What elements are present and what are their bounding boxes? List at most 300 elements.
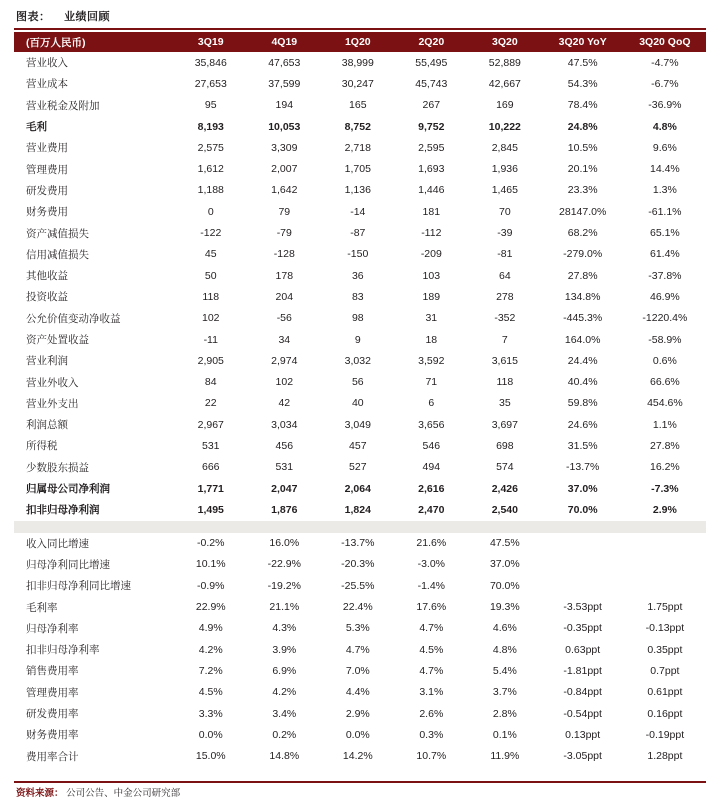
row-value: 28147.0% [559, 205, 607, 218]
row-value: 16.0% [269, 537, 300, 550]
row-value: 546 [422, 439, 441, 452]
row-value: 24.4% [567, 354, 598, 367]
row-value [624, 575, 706, 596]
row-value: 574 [496, 461, 514, 474]
row-value: 50 [204, 269, 217, 282]
row-value: -0.2% [197, 537, 225, 550]
row-label: 营业成本 [26, 78, 68, 91]
table-body [14, 52, 706, 767]
row-value: 118 [496, 376, 514, 389]
row-value: 8,193 [197, 120, 224, 133]
row-label: 投资收益 [26, 291, 68, 304]
row-value: -3.53ppt [563, 601, 602, 614]
row-value: 2,540 [491, 503, 518, 516]
row-value: 40 [351, 397, 364, 410]
row-value: -3.0% [417, 558, 446, 571]
row-value: 10.5% [567, 141, 598, 154]
row-value: -39 [497, 227, 513, 240]
row-value: 6.9% [272, 664, 297, 677]
row-label: 营业外支出 [26, 397, 79, 410]
row-value: 189 [422, 290, 441, 303]
row-value: 3.1% [419, 686, 444, 699]
row-value: 531 [275, 461, 294, 474]
row-value: 70 [498, 205, 511, 218]
row-value: 1.75ppt [647, 601, 683, 614]
row-value: 278 [496, 290, 514, 303]
row-value [542, 521, 624, 533]
table-row [14, 371, 706, 392]
table-row [14, 222, 706, 243]
row-value: 4.8% [492, 643, 517, 656]
table-row [14, 724, 706, 745]
row-label: 销售费用率 [26, 665, 79, 678]
row-value: -13.7% [341, 537, 375, 550]
row-value [248, 521, 322, 533]
table-row [14, 639, 706, 660]
row-value: 70.0% [489, 579, 520, 592]
row-value: 4.2% [198, 643, 223, 656]
row-value: 1,693 [418, 163, 445, 176]
row-value: -128 [273, 248, 295, 261]
row-value: 134.8% [564, 290, 601, 303]
row-value: 2,064 [344, 482, 371, 495]
row-value: -112 [421, 227, 442, 240]
row-value: 2,007 [271, 163, 298, 176]
bottom-divider [14, 781, 706, 783]
column-header-1q20: 1Q20 [344, 36, 371, 48]
top-divider [14, 28, 706, 30]
row-value: 3,049 [344, 418, 371, 431]
row-value: 118 [202, 290, 220, 303]
row-value: 4.4% [345, 686, 370, 699]
row-value: 0.6% [652, 354, 677, 367]
row-value: 3,656 [418, 418, 445, 431]
row-value: 3.4% [272, 707, 297, 720]
row-value: 5.3% [345, 622, 370, 635]
row-value: 0.3% [419, 728, 444, 741]
table-row [14, 286, 706, 307]
row-value: 4.5% [419, 643, 444, 656]
row-value: 24.8% [567, 120, 598, 133]
table-row [14, 660, 706, 681]
row-value: 178 [275, 269, 294, 282]
row-value: 65.1% [649, 227, 680, 240]
row-value: -58.9% [648, 333, 682, 346]
row-value: 0.0% [198, 728, 223, 741]
row-value: 37.0% [489, 558, 520, 571]
row-value: 47.5% [567, 56, 598, 69]
row-label: 营业外收入 [26, 376, 79, 389]
row-value: -0.84ppt [563, 686, 602, 699]
row-value: 1.1% [652, 418, 677, 431]
row-value: -150 [347, 248, 369, 261]
row-value: 3,592 [418, 354, 445, 367]
row-value: 1,188 [197, 184, 224, 197]
row-value: 1,495 [197, 503, 224, 516]
row-value: 0.7ppt [650, 664, 680, 677]
row-value: -1.81ppt [563, 664, 602, 677]
row-value: 1,771 [197, 482, 224, 495]
row-value: 4.6% [492, 622, 517, 635]
table-header [14, 32, 706, 52]
row-value: 2,426 [491, 482, 518, 495]
row-value: 47.5% [489, 537, 520, 550]
row-value: 10.1% [195, 558, 226, 571]
row-value: 3,034 [271, 418, 298, 431]
row-value: -37.8% [648, 269, 682, 282]
source-label: 资料来源： [16, 788, 64, 799]
table-row [14, 682, 706, 703]
row-value: 22.9% [195, 601, 226, 614]
row-value: 165 [349, 99, 367, 112]
table-row [14, 52, 706, 73]
table-row [14, 575, 706, 596]
row-label: 毛利 [26, 121, 47, 134]
row-value: -11 [203, 333, 218, 346]
row-value: 0.61ppt [647, 686, 683, 699]
row-value: 0.2% [272, 728, 297, 741]
row-label: 费用率合计 [26, 750, 79, 763]
row-value: 2.9% [652, 503, 677, 516]
row-value: 10,222 [488, 120, 521, 133]
row-value: -445.3% [563, 312, 603, 325]
row-label: 公允价值变动净收益 [26, 312, 121, 325]
table-row [14, 618, 706, 639]
row-value: 0.16ppt [647, 707, 683, 720]
row-label: 扣非归母净利润 [26, 504, 100, 517]
row-value: 78.4% [567, 99, 598, 112]
row-value: 37.0% [567, 482, 598, 495]
row-value: 169 [496, 99, 514, 112]
table-row [14, 265, 706, 286]
row-value: 527 [349, 461, 367, 474]
row-value: -1220.4% [642, 312, 688, 325]
row-value: -1.4% [417, 579, 446, 592]
row-value: 4.7% [345, 643, 370, 656]
row-value: 8,752 [344, 120, 371, 133]
row-value [542, 554, 624, 575]
row-value: 3,309 [271, 141, 298, 154]
row-value: 21.1% [269, 601, 300, 614]
row-value: -279.0% [563, 248, 603, 261]
row-value: 531 [202, 439, 220, 452]
row-value: 7.0% [345, 664, 370, 677]
row-value: 10,053 [268, 120, 301, 133]
row-label: 营业收入 [26, 57, 68, 70]
row-value [624, 533, 706, 554]
row-value: 38,999 [341, 56, 374, 69]
row-value: 37,599 [268, 77, 301, 90]
table-row [14, 329, 706, 350]
table-header-row [14, 32, 706, 52]
row-value: 0.13ppt [565, 728, 601, 741]
row-value [174, 521, 248, 533]
row-value: 20.1% [567, 163, 598, 176]
row-value: 3.3% [198, 707, 223, 720]
row-value: 3,032 [344, 354, 371, 367]
row-value: 0 [207, 205, 214, 218]
column-header-2q20: 2Q20 [418, 36, 445, 48]
row-label: 归母净利同比增速 [26, 558, 110, 571]
row-value: 40.4% [567, 376, 598, 389]
table-row [14, 158, 706, 179]
table-row [14, 478, 706, 499]
row-value: 267 [422, 99, 441, 112]
row-value: -36.9% [648, 99, 682, 112]
row-value: 4.7% [419, 622, 444, 635]
row-value: 27.8% [567, 269, 598, 282]
column-header-3q20-yoy: 3Q20 YoY [558, 36, 607, 48]
row-value: 71 [425, 376, 438, 389]
column-header-3q19: 3Q19 [197, 36, 224, 48]
row-value: 2,575 [197, 141, 224, 154]
table-row [14, 457, 706, 478]
table-row [14, 393, 706, 414]
row-value: 4.9% [198, 622, 223, 635]
row-value: 2,470 [418, 503, 445, 516]
table-row [14, 499, 706, 520]
exhibit-caption [16, 8, 110, 24]
table-row [14, 414, 706, 435]
row-label: 少数股东损益 [26, 461, 89, 474]
row-value: -87 [350, 227, 366, 240]
row-label: 资产减值损失 [26, 227, 89, 240]
row-label: 管理费用率 [26, 686, 79, 699]
row-value: 36 [351, 269, 364, 282]
row-value: 1,936 [491, 163, 518, 176]
row-value: -0.13ppt [645, 622, 685, 635]
exhibit-caption-text: 业绩回顾 [64, 11, 111, 23]
row-value: 102 [202, 312, 220, 325]
row-value: 22.4% [342, 601, 373, 614]
row-value: 47,653 [268, 56, 301, 69]
row-value: -56 [276, 312, 292, 325]
table-row [14, 596, 706, 617]
row-value: 103 [422, 269, 441, 282]
exhibit-caption-label: 图表： [16, 11, 51, 23]
row-value: 6 [428, 397, 435, 410]
row-value: 2,967 [197, 418, 224, 431]
table-row [14, 554, 706, 575]
row-value: 46.9% [649, 290, 680, 303]
row-value: -13.7% [566, 461, 600, 474]
row-value: 15.0% [195, 750, 226, 763]
row-label: 毛利率 [26, 601, 58, 614]
row-value: -0.9% [197, 579, 225, 592]
row-value: 2.6% [419, 707, 444, 720]
row-value: -0.35ppt [563, 622, 602, 635]
row-value: 7 [501, 333, 508, 346]
column-header-4q19: 4Q19 [271, 36, 298, 48]
row-value: 5.4% [492, 664, 517, 677]
row-label: 营业利润 [26, 355, 68, 368]
row-value [624, 521, 706, 533]
table-row [14, 350, 706, 371]
row-value: 0.63ppt [565, 643, 601, 656]
row-value: 1,446 [418, 184, 445, 197]
column-header-metric: (百万人民币) [26, 36, 86, 49]
table-row [14, 746, 706, 767]
table-row [14, 533, 706, 554]
row-label: 营业费用 [26, 142, 68, 155]
table-row [14, 308, 706, 329]
row-value: 70.0% [567, 503, 598, 516]
row-value: 42,667 [488, 77, 521, 90]
row-value: 0.1% [492, 728, 517, 741]
row-label: 营业税金及附加 [26, 99, 100, 112]
row-value: 14.4% [649, 163, 680, 176]
row-label: 财务费用率 [26, 729, 79, 742]
row-value: 45 [204, 248, 217, 261]
row-value: 164.0% [564, 333, 601, 346]
row-value: 2,974 [271, 354, 298, 367]
row-label [14, 521, 174, 533]
row-value: 2.8% [492, 707, 517, 720]
row-value: 35 [498, 397, 511, 410]
row-value: 102 [275, 376, 294, 389]
row-value: 14.8% [269, 750, 300, 763]
column-header-3q20: 3Q20 [491, 36, 518, 48]
row-value: -81 [497, 248, 513, 261]
row-value: 24.6% [567, 418, 598, 431]
table-row [14, 703, 706, 724]
row-value: 2,595 [418, 141, 445, 154]
table-row [14, 201, 706, 222]
row-value: 30,247 [341, 77, 374, 90]
row-value: 31 [425, 312, 438, 325]
row-value: 59.8% [567, 397, 598, 410]
row-value: 64 [498, 269, 511, 282]
row-value: 9,752 [418, 120, 445, 133]
row-value: -20.3% [341, 558, 375, 571]
row-value: 54.3% [567, 77, 598, 90]
row-value: -14 [350, 205, 366, 218]
row-value: 4.2% [272, 686, 297, 699]
row-value: 2.9% [345, 707, 370, 720]
row-value: 19.3% [489, 601, 520, 614]
row-label: 收入同比增速 [26, 537, 89, 550]
row-value: 0.35ppt [647, 643, 683, 656]
row-value: 34 [278, 333, 291, 346]
row-value: 84 [204, 376, 217, 389]
row-value: 56 [351, 376, 364, 389]
row-label: 所得税 [26, 440, 58, 453]
row-value: 42 [278, 397, 291, 410]
row-value: 1,876 [271, 503, 298, 516]
row-value [542, 533, 624, 554]
row-label: 研发费用 [26, 184, 68, 197]
row-value: 66.6% [649, 376, 680, 389]
row-value: 55,495 [415, 56, 448, 69]
row-label: 信用减值损失 [26, 248, 89, 261]
row-value: 1,612 [197, 163, 224, 176]
row-value: -25.5% [341, 579, 375, 592]
row-value: 95 [204, 99, 217, 112]
row-value: 4.7% [419, 664, 444, 677]
row-value: 9 [354, 333, 361, 346]
row-value: 1,136 [344, 184, 371, 197]
row-value: 23.3% [567, 184, 598, 197]
row-value: 2,616 [418, 482, 445, 495]
row-value: 18 [425, 333, 438, 346]
row-value: 2,905 [197, 354, 224, 367]
row-value: 16.2% [649, 461, 680, 474]
row-value: 61.4% [649, 248, 680, 261]
row-value: 1,824 [344, 503, 371, 516]
row-value: 9.6% [652, 141, 677, 154]
row-value: 698 [496, 439, 514, 452]
row-value: -3.05ppt [563, 750, 602, 763]
row-value: 11.9% [490, 750, 520, 763]
row-value: 1,465 [491, 184, 518, 197]
table-row [14, 244, 706, 265]
row-value: 2,047 [271, 482, 298, 495]
table-row [14, 95, 706, 116]
source-note [16, 785, 180, 799]
row-value [468, 521, 542, 533]
row-label: 研发费用率 [26, 708, 79, 721]
row-value: 10.7% [416, 750, 447, 763]
row-value: 31.5% [567, 439, 598, 452]
row-value: -7.3% [651, 482, 679, 495]
row-label: 资产处置收益 [26, 334, 89, 346]
row-value: 1,705 [344, 163, 371, 176]
row-value: 181 [422, 205, 441, 218]
row-value: 1.28ppt [647, 750, 683, 763]
row-value: 666 [202, 461, 220, 474]
table-row [14, 116, 706, 137]
row-value: -0.54ppt [563, 707, 602, 720]
row-value: 79 [278, 205, 291, 218]
row-value: 494 [422, 461, 441, 474]
row-value: -6.7% [651, 77, 679, 90]
row-label: 管理费用 [26, 163, 68, 176]
row-value: 1,642 [271, 184, 298, 197]
row-value: -19.2% [267, 579, 301, 592]
row-value: 3,615 [491, 354, 518, 367]
row-value [321, 521, 395, 533]
row-value: -209 [420, 248, 442, 261]
row-value: 456 [275, 439, 294, 452]
row-value: 4.5% [198, 686, 223, 699]
row-value: 52,889 [488, 56, 521, 69]
row-value: 457 [349, 439, 367, 452]
row-value: 27,653 [194, 77, 227, 90]
row-value: -22.9% [267, 558, 301, 571]
row-value: 17.6% [416, 601, 447, 614]
row-value: 14.2% [342, 750, 373, 763]
row-value: -122 [200, 227, 222, 240]
financial-results-table [14, 32, 706, 767]
row-value: 35,846 [194, 56, 227, 69]
row-value: 45,743 [415, 77, 448, 90]
row-value: 3,697 [491, 418, 518, 431]
row-value: 2,845 [491, 141, 518, 154]
row-value: 2,718 [344, 141, 371, 154]
row-value: 98 [351, 312, 364, 325]
table-row [14, 137, 706, 158]
row-label: 归属母公司净利润 [26, 483, 110, 496]
row-label: 利润总额 [26, 419, 68, 432]
row-value: 4.3% [272, 622, 297, 635]
row-value: 1.3% [652, 184, 677, 197]
source-text: 公司公告、中金公司研究部 [66, 788, 181, 799]
row-value: 454.6% [647, 397, 683, 410]
row-value [395, 521, 469, 533]
row-value: 0.0% [345, 728, 370, 741]
row-value: 22 [204, 397, 217, 410]
row-value: 4.8% [652, 120, 677, 133]
